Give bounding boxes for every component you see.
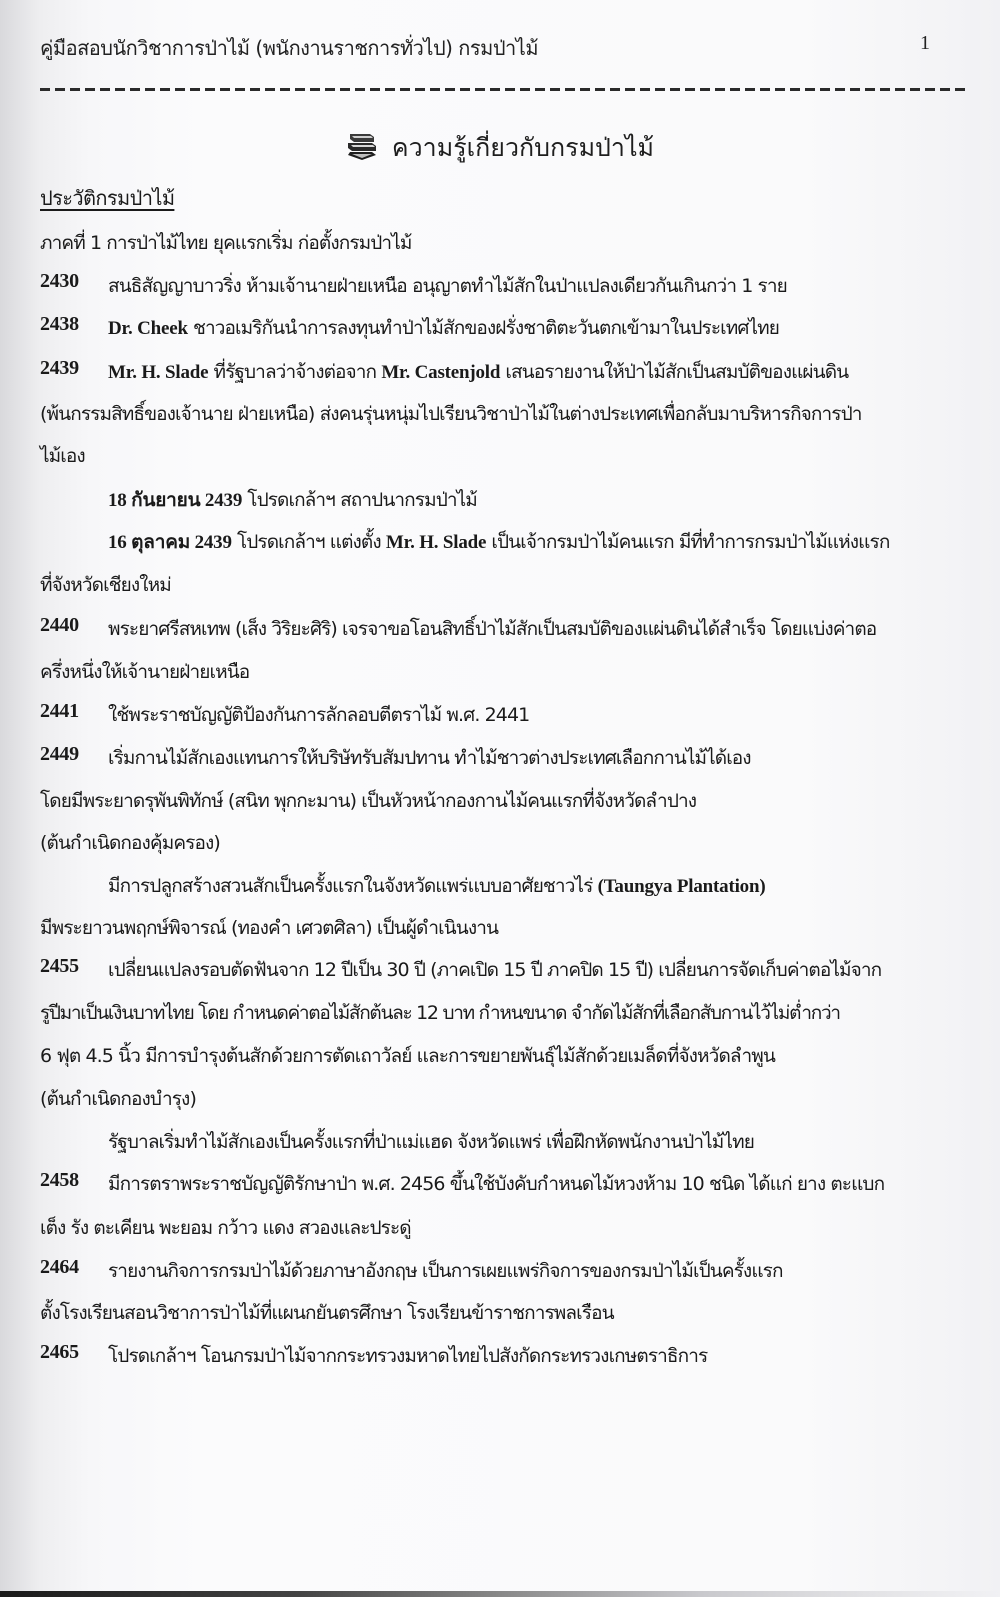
entry-year: 2430 bbox=[40, 270, 79, 292]
entry-text bbox=[108, 485, 477, 515]
entry-date: 16 ตุลาคม 2439 bbox=[108, 532, 232, 553]
entry-text-body: มีการปลูกสร้างสวนสักเป็นครั้งแรกในจังหวัดแพร่แบบอาศัยชาวไร่ bbox=[108, 875, 593, 897]
entry-text: รายงานกิจการกรมป่าไม้ด้วยภาษาอังกฤษ เป็นการเผยแพร่กิจการของกรมป่าไม้เป็นครั้งแรก bbox=[108, 1260, 783, 1282]
entry-year: 2438 bbox=[40, 313, 79, 335]
entry-year: 2464 bbox=[40, 1256, 79, 1278]
entry-text: เปลี่ยนแปลงรอบตัดฟันจาก 12 ปีเป็น 30 ปี (ภาคเปิด 15 ปี ภาคปิด 15 ปี) เปลี่ยนการจัดเก็บค่าตอไม้จาก bbox=[108, 959, 882, 981]
section-title-text: ความรู้เกี่ยวกับกรมป่าไม้ bbox=[391, 133, 655, 162]
entry-year: 2455 bbox=[40, 955, 79, 977]
entry-text bbox=[108, 313, 779, 343]
entry-text bbox=[108, 527, 889, 557]
entry-text: รัฐบาลเริ่มทำไม้สักเองเป็นครั้งแรกที่ป่าแม่แฮด จังหวัดแพร่ เพื่อฝึกหัดพนักงานป่าไม้ไทย bbox=[108, 1131, 754, 1153]
entry-text: เริ่มกานไม้สักเองแทนการให้บริษัทรับสัมปทาน ทำไม้ชาวต่างประเทศเลือกกานไม้ได้เอง bbox=[108, 747, 751, 769]
person-name: Dr. Cheek bbox=[108, 318, 188, 339]
entry-text: สนธิสัญญาบาวริ่ง ห้ามเจ้านายฝ่ายเหนือ อนุญาตทำไม้สักในป่าแปลงเดียวกันเกินกว่า 1 ราย bbox=[108, 275, 787, 297]
header-title: คู่มือสอบนักวิชาการป่าไม้ (พนักงานราชการทั่วไป) กรมป่าไม้ bbox=[40, 36, 539, 60]
page-number: 1 bbox=[920, 32, 930, 54]
entry-text: ใช้พระราชบัญญัติป้องกันการลักลอบตีตราไม้ พ.ศ. 2441 bbox=[108, 704, 530, 726]
entry-text-body: ที่รัฐบาลว่าจ้างต่อจาก bbox=[213, 361, 377, 383]
part-title: ภาคที่ 1 การป่าไม้ไทย ยุคแรกเริ่ม ก่อตั้งกรมป่าไม้ bbox=[40, 232, 412, 254]
entry-text-body: โปรดเกล้าฯ แต่งตั้ง bbox=[236, 531, 381, 553]
person-name: Mr. Castenjold bbox=[381, 362, 501, 383]
subheading: ประวัติกรมป่าไม้ bbox=[40, 186, 175, 210]
entry-text: มีการตราพระราชบัญญัติรักษาป่า พ.ศ. 2456 ขึ้นใช้บังคับกำหนดไม้หวงห้าม 10 ชนิด ได้แก่ ยาง ตะแบก bbox=[108, 1173, 885, 1195]
entry-text: มีพระยาวนพฤกษ์พิจารณ์ (ทองคำ เศวตศิลา) เป็นผู้ดำเนินงาน bbox=[40, 917, 499, 939]
page-header bbox=[40, 32, 940, 62]
entry-text: ที่จังหวัดเชียงใหม่ bbox=[40, 574, 171, 596]
entry-text: 6 ฟุต 4.5 นิ้ว มีการบำรุงต้นสักด้วยการตัดเถาวัลย์ และการขยายพันธุ์ไม้สักด้วยเมล็ดที่จังหวัดลำพูน bbox=[40, 1045, 776, 1067]
entry-text: โปรดเกล้าฯ โอนกรมป่าไม้จากกระทรวงมหาดไทยไปสังกัดกระทรวงเกษตราธิการ bbox=[108, 1345, 708, 1367]
entry-text: ตั้งโรงเรียนสอนวิชาการป่าไม้ที่แผนกยันตรศึกษา โรงเรียนข้าราชการพลเรือน bbox=[40, 1302, 614, 1324]
entry-text-body: เป็นเจ้ากรมป่าไม้คนแรก มีที่ทำการกรมป่าไม้แห่งแรก bbox=[491, 531, 890, 553]
entry-year: 2439 bbox=[40, 357, 79, 379]
dashed-separator bbox=[40, 88, 965, 91]
entry-text-body: เสนอรายงานให้ป่าไม้สักเป็นสมบัติของแผ่นดิน bbox=[505, 361, 849, 383]
english-term: (Taungya Plantation) bbox=[597, 876, 766, 897]
person-name: Mr. H. Slade bbox=[108, 362, 209, 383]
books-icon bbox=[346, 131, 378, 161]
section-title bbox=[0, 128, 1000, 168]
entry-year: 2458 bbox=[40, 1169, 79, 1191]
entry-text: ครึ่งหนึ่งให้เจ้านายฝ่ายเหนือ bbox=[40, 661, 250, 683]
entry-text bbox=[108, 357, 848, 387]
entry-text: (พ้นกรรมสิทธิ์ของเจ้านาย ฝ่ายเหนือ) ส่งคนรุ่นหนุ่มไปเรียนวิชาป่าไม้ในต่างประเทศเพื่อกลับมาบริหารกิจการป่า bbox=[40, 403, 862, 425]
entry-text: เต็ง รัง ตะเคียน พะยอม กว้าว แดง สวองและประดู่ bbox=[40, 1217, 411, 1239]
entry-text: โดยมีพระยาดรุพันพิทักษ์ (สนิท พุกกะมาน) เป็นหัวหน้ากองกานไม้คนแรกที่จังหวัดลำปาง bbox=[40, 790, 697, 812]
entry-date: 18 กันยายน 2439 bbox=[108, 490, 243, 511]
person-name: Mr. H. Slade bbox=[385, 532, 487, 553]
entry-text-body: ชาวอเมริกันนำการลงทุนทำป่าไม้สักของฝรั่งชาติตะวันตกเข้ามาในประเทศไทย bbox=[192, 317, 780, 339]
entry-text: รูปีมาเป็นเงินบาทไทย โดย กำหนดค่าตอไม้สักต้นละ 12 บาท กำหนขนาด จำกัดไม้สักที่เลือกสับกานไว้ไม่ต่ำกว่า bbox=[40, 1002, 840, 1024]
entry-text: ไม้เอง bbox=[40, 445, 85, 467]
entry-year: 2441 bbox=[40, 700, 79, 722]
entry-text: (ต้นกำเนิดกองคุ้มครอง) bbox=[40, 832, 220, 854]
entry-text: พระยาศรีสหเทพ (เส็ง วิริยะศิริ) เจรจาขอโอนสิทธิ์ป่าไม้สักเป็นสมบัติของแผ่นดินได้สำเร็จ โดยแบ่งค่าตอ bbox=[108, 618, 877, 640]
entry-text-body: โปรดเกล้าฯ สถาปนากรมป่าไม้ bbox=[247, 489, 477, 511]
entry-year: 2440 bbox=[40, 614, 79, 636]
entry-text bbox=[108, 871, 765, 901]
entry-year: 2465 bbox=[40, 1341, 79, 1363]
page-bottom-edge bbox=[0, 1591, 1000, 1597]
entry-text: (ต้นกำเนิดกองบำรุง) bbox=[40, 1088, 196, 1110]
entry-year: 2449 bbox=[40, 743, 79, 765]
